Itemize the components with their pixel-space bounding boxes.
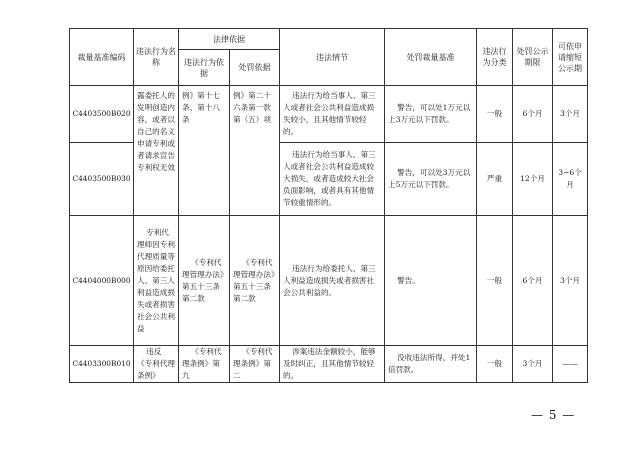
header-publication-period: 处罚公示期限 [513,29,553,86]
table-row [70,346,588,383]
cell-circumstance: 涉案违法金额较小，能够及时纠正，且其他情节较轻的。 [280,346,385,383]
cell-shorten-period: 3个月 [553,86,588,143]
cell-code: C4403300B010 [70,346,134,383]
cell-act-name: 违反《专利代理条例》 [134,346,179,383]
table-row [70,216,588,346]
cell-basis-act: 例》第十七条、第十八条 [179,86,230,216]
header-category: 违法行为分类 [477,29,513,86]
cell-standard: 警告。 [385,216,477,346]
header-circumstance: 违法情节 [280,29,385,86]
header-standard: 处罚裁量基准 [385,29,477,86]
cell-act-name: 专利代理师因专利代理质量等原因给委托人、第三人利益造成损失或者损害社会公共利益 [134,216,179,346]
table-row [70,86,588,143]
cell-standard: 没收违法所得，并处1倍罚款。 [385,346,477,383]
cell-circumstance: 违法行为给委托人、第三人利益造成损失或者损害社会公共利益的。 [280,216,385,346]
cell-publication-period: 6个月 [513,86,553,143]
cell-category: 严重 [477,143,513,216]
cell-shorten-period: 3个月 [553,216,588,346]
cell-publication-period: 6个月 [513,216,553,346]
cell-basis-act: 《专利代理管理办法》第五十三条第二款 [179,216,230,346]
cell-standard: 警告，可以处1万元以上3万元以下罚款。 [385,86,477,143]
penalty-discretion-table [69,28,588,383]
cell-code: C4404000B000 [70,216,134,346]
page-number: — 5 — [531,408,576,422]
cell-act-name: 露委托人的发明创造内容，或者以自己的名义申请专利或者请求宣告专利权无效 [134,86,179,216]
header-basis-penalty: 处罚依据 [230,50,280,86]
cell-shorten-period: —— [553,346,588,383]
header-code: 裁量基准编码 [70,29,134,86]
cell-code: C4403500B020 [70,86,134,143]
cell-code: C4403500B030 [70,143,134,216]
cell-standard: 警告，可以处3万元以上5万元以下罚款。 [385,143,477,216]
cell-basis-act: 《专利代理条例》第九 [179,346,230,383]
header-legal-basis: 法律依据 [179,29,280,50]
cell-publication-period: 3个月 [513,346,553,383]
header-shorten-period: 可依申请缩短公示期 [553,29,588,86]
cell-category: 一般 [477,216,513,346]
cell-category: 一般 [477,86,513,143]
header-basis-act: 违法行为依据 [179,50,230,86]
cell-basis-penalty: 例》第二十六条第一款第（五）项 [230,86,280,216]
cell-circumstance: 违法行为给当事人、第三人或者社会公共利益造成损失较小，且其他情节较轻的。 [280,86,385,143]
cell-basis-penalty: 《专利代理条例》第二 [230,346,280,383]
cell-shorten-period: 3~6个月 [553,143,588,216]
cell-basis-penalty: 《专利代理管理办法》第五十三条第二款 [230,216,280,346]
header-act-name: 违法行为名称 [134,29,179,86]
cell-circumstance: 违法行为给当事人、第三人或者社会公共利益造成较大损失，或者造成较大社会负面影响，或者具有其他情节较重情形的。 [280,143,385,216]
cell-category: 一般 [477,346,513,383]
cell-publication-period: 12个月 [513,143,553,216]
